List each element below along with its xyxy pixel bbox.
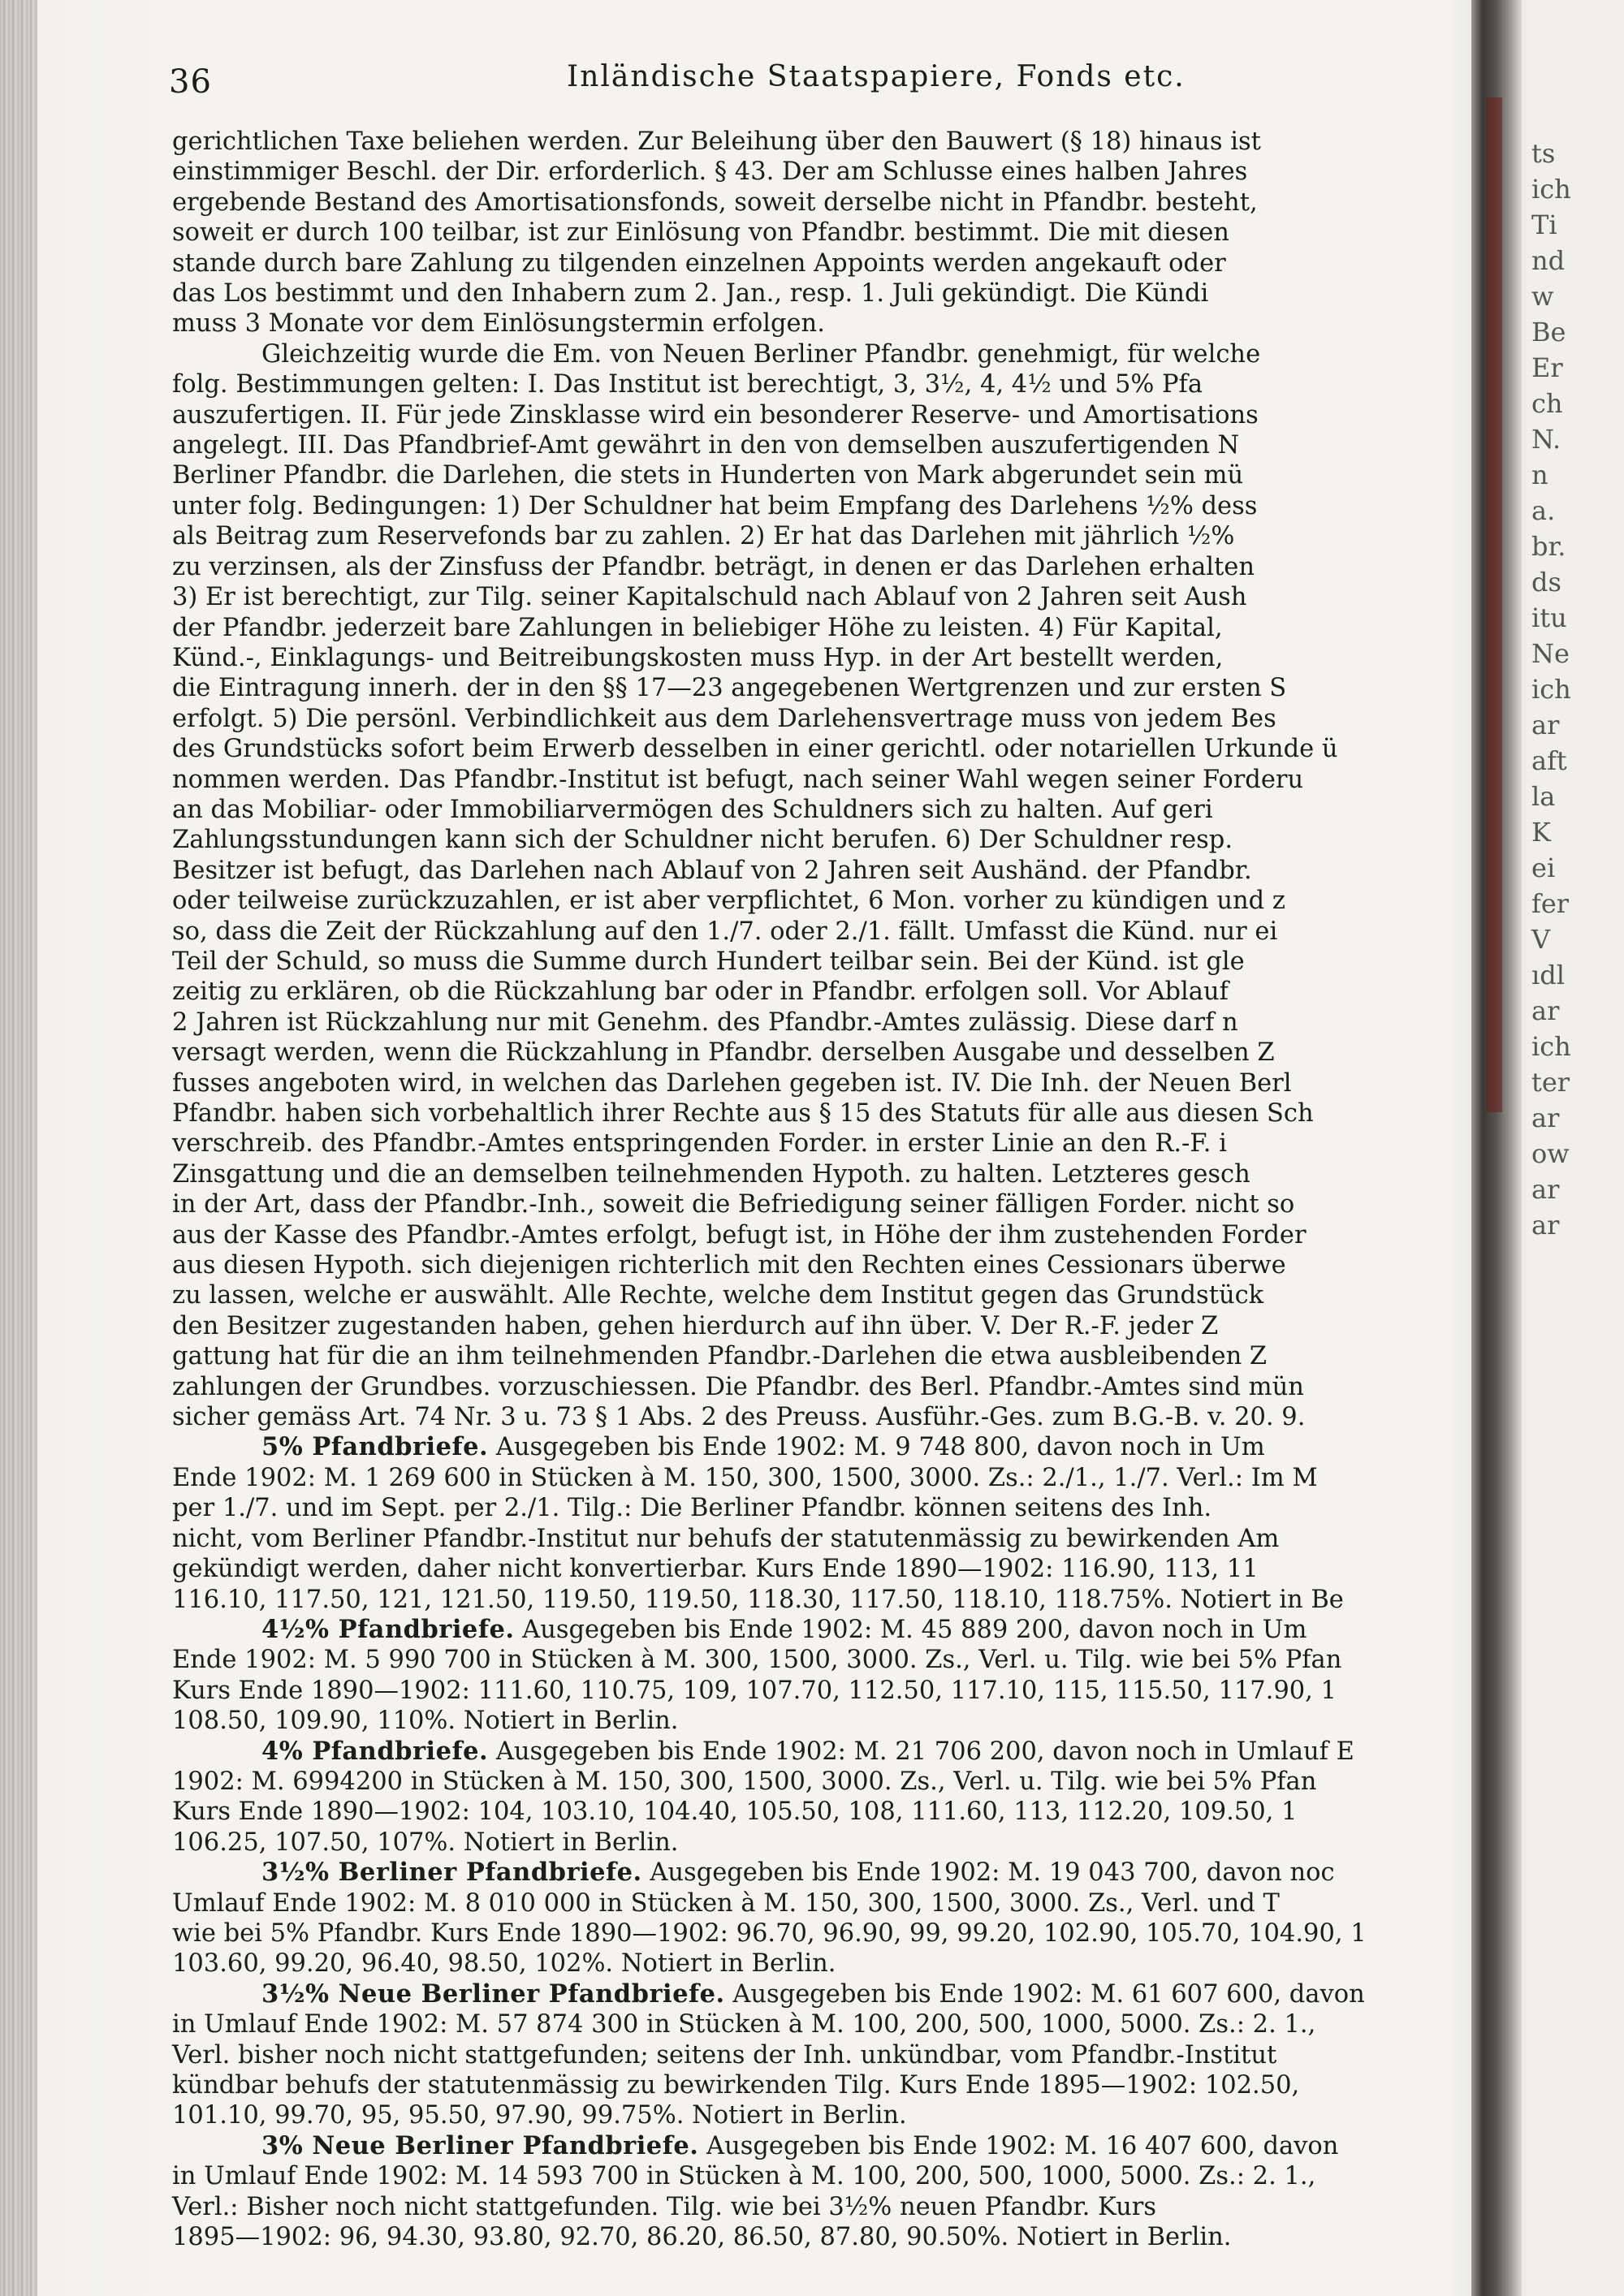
paragraph-p5 <box>172 1737 1465 1858</box>
text-line: unter folg. Bedingungen: 1) Der Schuldner hat beim Empfang des Darlehens ½% dess <box>172 491 1258 520</box>
text-line: sicher gemäss Art. 74 Nr. 3 u. 73 § 1 Abs. 2 des Preuss. Ausführ.-Ges. zum B.G.-B. v. 20. 9. <box>172 1403 1306 1432</box>
text-line: Gleichzeitig wurde die Em. von Neuen Berliner Pfandbr. genehmigt, für welche <box>261 339 1261 369</box>
text-line: Kurs Ende 1890—1902: 104, 103.10, 104.40, 105.50, 108, 111.60, 113, 112.20, 109.50, 1 <box>172 1798 1298 1827</box>
text-line: 108.50, 109.90, 110%. Notiert in Berlin. <box>172 1707 679 1736</box>
facing-page-bleed <box>1527 0 1624 2296</box>
paragraph-p3 <box>172 1432 1465 1614</box>
bleed-fragment: ich <box>1531 674 1571 705</box>
bleed-fragment: ar <box>1531 1174 1560 1205</box>
text-line: oder teilweise zurückzuzahlen, er ist aber verpflichtet, 6 Mon. vorher zu kündigen und z <box>172 887 1285 916</box>
page-header <box>169 60 1476 101</box>
paragraph-p8 <box>172 2131 1465 2253</box>
line-text: Ausgegeben bis Ende 1902: M. 61 607 600, davon <box>724 1979 1365 2009</box>
bleed-fragment: ar <box>1531 995 1560 1026</box>
text-line <box>172 1432 1465 1462</box>
page-edge-shadow <box>1471 0 1522 2296</box>
bleed-fragment: ei <box>1531 852 1556 883</box>
text-line <box>172 1858 1465 1888</box>
bleed-fragment: ds <box>1531 567 1561 598</box>
text-line: verschreib. des Pfandbr.-Amtes entspringenden Forder. in erster Linie an den R.-F. i <box>172 1129 1227 1159</box>
text-line: als Beitrag zum Reservefonds bar zu zahlen. 2) Er hat das Darlehen mit jährlich ½% <box>172 522 1235 551</box>
bleed-fragment: nd <box>1531 245 1566 276</box>
text-line: versagt werden, wenn die Rückzahlung in Pfandbr. derselben Ausgabe und desselben Z <box>172 1038 1275 1068</box>
line-text: Ausgegeben bis Ende 1902: M. 16 407 600, davon <box>698 2131 1339 2160</box>
text-line: Pfandbr. haben sich vorbehaltlich ihrer Rechte aus § 15 des Statuts für alle aus diesen Sch <box>172 1099 1314 1128</box>
text-line: aus der Kasse des Pfandbr.-Amtes erfolgt, befugt ist, in Höhe der ihm zustehenden Forder <box>172 1220 1307 1249</box>
paragraph-p2 <box>172 339 1465 1433</box>
text-line: gattung hat für die an ihm teilnehmenden Pfandbr.-Darlehen die etwa ausbleibenden Z <box>172 1342 1268 1371</box>
text-line: muss 3 Monate vor dem Einlösungstermin erfolgen. <box>172 309 825 339</box>
text-line <box>172 1615 1465 1645</box>
text-line: des Grundstücks sofort beim Erwerb desselben in einer gerichtl. oder notariellen Urkunde ü <box>172 735 1338 764</box>
text-line: den Besitzer zugestanden haben, gehen hierdurch auf ihn über. V. Der R.-F. jeder Z <box>172 1311 1219 1340</box>
text-line: Berliner Pfandbr. die Darlehen, die stets in Hunderten von Mark abgerundet sein mü <box>172 461 1244 490</box>
text-line: folg. Bestimmungen gelten: I. Das Institut ist berechtigt, 3, 3½, 4, 4½ und 5% Pfa <box>172 370 1203 399</box>
bleed-fragment: ow <box>1531 1138 1570 1169</box>
book-gutter <box>0 0 37 2296</box>
text-line: zu verzinsen, als der Zinsfuss der Pfandbr. beträgt, in denen er das Darlehen erhalten <box>172 552 1255 581</box>
text-line: das Los bestimmt und den Inhabern zum 2. Jan., resp. 1. Juli gekündigt. Die Kündi <box>172 279 1209 309</box>
text-line: wie bei 5% Pfandbr. Kurs Ende 1890—1902: 96.70, 96.90, 99, 99.20, 102.90, 105.70, 104.90, 1 <box>172 1918 1367 1948</box>
text-line: Besitzer ist befugt, das Darlehen nach Ablauf von 2 Jahren seit Aushänd. der Pfandbr. <box>172 856 1252 885</box>
bleed-fragment: ich <box>1531 174 1571 205</box>
text-line: ergebende Bestand des Amortisationsfonds, soweit derselbe nicht in Pfandbr. besteht, <box>172 188 1258 217</box>
bleed-fragment: fer <box>1531 888 1570 919</box>
page-number: 36 <box>169 63 212 101</box>
paragraph-p7 <box>172 1979 1465 2131</box>
paragraph-p6 <box>172 1858 1465 1979</box>
text-line: so, dass die Zeit der Rückzahlung auf den 1./7. oder 2./1. fällt. Umfasst die Künd. nur ei <box>172 917 1278 946</box>
bleed-fragment: itu <box>1531 602 1567 633</box>
text-line: in Umlauf Ende 1902: M. 57 874 300 in Stücken à M. 100, 200, 500, 1000, 5000. Zs.: 2. 1., <box>172 2010 1316 2039</box>
line-text: Ausgegeben bis Ende 1902: M. 21 706 200, davon noch in Umlauf E <box>488 1737 1354 1766</box>
text-line: Verl.: Bisher noch nicht stattgefunden. Tilg. wie bei 3½% neuen Pfandbr. Kurs <box>172 2192 1156 2221</box>
bleed-fragment: ar <box>1531 1210 1560 1241</box>
text-line: 101.10, 99.70, 95, 95.50, 97.90, 99.75%. Notiert in Berlin. <box>172 2101 907 2130</box>
bleed-fragment: ar <box>1531 1103 1560 1133</box>
text-line: soweit er durch 100 teilbar, ist zur Einlösung von Pfandbr. bestimmt. Die mit diesen <box>172 218 1229 248</box>
text-line <box>172 2131 1465 2161</box>
text-line: der Pfandbr. jederzeit bare Zahlungen in beliebiger Höhe zu leisten. 4) Für Kapital, <box>172 613 1223 642</box>
section-heading: 3½% Berliner Pfandbriefe. <box>261 1858 642 1888</box>
text-line: Zahlungsstundungen kann sich der Schuldner nicht berufen. 6) Der Schuldner resp. <box>172 826 1233 855</box>
text-line: Kurs Ende 1890—1902: 111.60, 110.75, 109, 107.70, 112.50, 117.10, 115, 115.50, 117.90, 1 <box>172 1676 1337 1705</box>
bleed-fragment: V <box>1531 924 1551 955</box>
text-line: 106.25, 107.50, 107%. Notiert in Berlin. <box>172 1828 679 1857</box>
text-line: kündbar behufs der statutenmässig zu bewirkenden Tilg. Kurs Ende 1895—1902: 102.50, <box>172 2071 1300 2100</box>
line-text: Ausgegeben bis Ende 1902: M. 19 043 700, davon noc <box>641 1858 1335 1888</box>
text-line: 1902: M. 6994200 in Stücken à M. 150, 300, 1500, 3000. Zs., Verl. u. Tilg. wie bei 5% Pfan <box>172 1767 1317 1796</box>
text-line: zeitig zu erklären, ob die Rückzahlung bar oder in Pfandbr. erfolgen soll. Vor Ablauf <box>172 978 1229 1007</box>
bleed-fragment: Ne <box>1531 638 1570 669</box>
bleed-fragment: ar <box>1531 710 1560 740</box>
text-line: stande durch bare Zahlung zu tilgenden einzelnen Appoints werden angekauft oder <box>172 248 1226 278</box>
section-heading: 3½% Neue Berliner Pfandbriefe. <box>261 1979 725 2009</box>
text-line: 103.60, 99.20, 96.40, 98.50, 102%. Notiert in Berlin. <box>172 1949 836 1979</box>
text-line: in Umlauf Ende 1902: M. 14 593 700 in Stücken à M. 100, 200, 500, 1000, 5000. Zs.: 2. 1., <box>172 2162 1316 2191</box>
section-heading: 4½% Pfandbriefe. <box>261 1614 515 1644</box>
text-line: 1895—1902: 96, 94.30, 93.80, 92.70, 86.20, 86.50, 87.80, 90.50%. Notiert in Berlin. <box>172 2223 1232 2252</box>
bleed-fragment: ch <box>1531 388 1563 419</box>
text-line: Teil der Schuld, so muss die Summe durch Hundert teilbar sein. Bei der Künd. ist gle <box>172 947 1245 976</box>
body-text <box>172 127 1465 2252</box>
text-line: an das Mobiliar- oder Immobiliarvermögen des Schuldners sich zu halten. Auf geri <box>172 795 1213 824</box>
paragraph-p4 <box>172 1615 1465 1737</box>
text-line: Ende 1902: M. 5 990 700 in Stücken à M. 300, 1500, 3000. Zs., Verl. u. Tilg. wie bei 5% Pfan <box>172 1646 1342 1675</box>
text-line: 116.10, 117.50, 121, 121.50, 119.50, 119.50, 118.30, 117.50, 118.10, 118.75%. Notiert in Be <box>172 1585 1344 1614</box>
bleed-fragment: br. <box>1531 531 1566 562</box>
bleed-fragment: N. <box>1531 424 1561 455</box>
text-line: in der Art, dass der Pfandbr.-Inh., soweit die Befriedigung seiner fälligen Forder. nicht so <box>172 1190 1295 1219</box>
text-line: Umlauf Ende 1902: M. 8 010 000 in Stücken à M. 150, 300, 1500, 3000. Zs., Verl. und T <box>172 1888 1280 1918</box>
text-line <box>172 1737 1465 1767</box>
text-line: gekündigt werden, daher nicht konvertierbar. Kurs Ende 1890—1902: 116.90, 113, 11 <box>172 1555 1259 1584</box>
text-line: Künd.-, Einklagungs- und Beitreibungskosten muss Hyp. in der Art bestellt werden, <box>172 643 1224 672</box>
text-line: aus diesen Hypoth. sich diejenigen richterlich mit den Rechten eines Cessionars überwe <box>172 1251 1286 1280</box>
line-text: Ausgegeben bis Ende 1902: M. 45 889 200, davon noch in Um <box>514 1615 1307 1644</box>
page-edge-tint <box>1486 97 1502 1112</box>
text-line: Ende 1902: M. 1 269 600 in Stücken à M. 150, 300, 1500, 3000. Zs.: 2./1., 1./7. Verl.: Im M <box>172 1463 1318 1492</box>
text-line: gerichtlichen Taxe beliehen werden. Zur Beleihung über den Bauwert (§ 18) hinaus ist <box>172 127 1261 156</box>
bleed-fragment: w <box>1531 281 1554 312</box>
text-line: zu lassen, welche er auswählt. Alle Rechte, welche dem Institut gegen das Grundstück <box>172 1281 1264 1310</box>
bleed-fragment: aft <box>1531 745 1567 776</box>
text-line: nicht, vom Berliner Pfandbr.-Institut nur behufs der statutenmässig zu bewirkenden Am <box>172 1524 1280 1553</box>
section-heading: 4% Pfandbriefe. <box>261 1736 489 1766</box>
text-line: per 1./7. und im Sept. per 2./1. Tilg.: Die Berliner Pfandbr. können seitens des Inh. <box>172 1494 1212 1523</box>
bleed-fragment: ich <box>1531 1031 1571 1062</box>
bleed-fragment: K <box>1531 817 1551 848</box>
text-line: zahlungen der Grundbes. vorzuschiessen. Die Pfandbr. des Berl. Pfandbr.-Amtes sind mün <box>172 1372 1304 1401</box>
line-text: Ausgegeben bis Ende 1902: M. 9 748 800, davon noch in Um <box>488 1433 1265 1462</box>
bleed-fragment: a. <box>1531 495 1556 526</box>
text-line: Zinsgattung und die an demselben teilnehmenden Hypoth. zu halten. Letzteres gesch <box>172 1159 1250 1189</box>
text-line: auszufertigen. II. Für jede Zinsklasse wird ein besonderer Reserve- und Amortisations <box>172 400 1259 429</box>
text-line: einstimmiger Beschl. der Dir. erforderlich. § 43. Der am Schlusse eines halben Jahres <box>172 158 1248 187</box>
bleed-fragment: Be <box>1531 317 1566 347</box>
text-line <box>172 1979 1465 2009</box>
text-line: die Eintragung innerh. der in den §§ 17—23 angegebenen Wertgrenzen und zur ersten S <box>172 674 1287 703</box>
running-title: Inländische Staatspapiere, Fonds etc. <box>567 60 1186 93</box>
text-line: angelegt. III. Das Pfandbrief-Amt gewährt in den von demselben auszufertigenden N <box>172 431 1240 460</box>
text-line: 3) Er ist berechtigt, zur Tilg. seiner Kapitalschuld nach Ablauf von 2 Jahren seit Aush <box>172 583 1247 612</box>
bleed-fragment: Er <box>1531 352 1563 383</box>
section-heading: 5% Pfandbriefe. <box>261 1432 489 1462</box>
bleed-fragment: ıdl <box>1531 960 1565 990</box>
bleed-fragment: Ti <box>1531 209 1557 240</box>
bleed-fragment: n <box>1531 460 1548 490</box>
paragraph-p1 <box>172 127 1465 339</box>
text-line: Verl. bisher noch nicht stattgefunden; seitens der Inh. unkündbar, vom Pfandbr.-Institut <box>172 2040 1277 2069</box>
bleed-fragment: ter <box>1531 1067 1570 1098</box>
bleed-fragment: la <box>1531 781 1556 812</box>
bleed-fragment: ts <box>1531 138 1556 169</box>
text-line: 2 Jahren ist Rückzahlung nur mit Genehm. des Pfandbr.-Amtes zulässig. Diese darf n <box>172 1008 1238 1037</box>
section-heading: 3% Neue Berliner Pfandbriefe. <box>261 2130 699 2160</box>
text-line: fusses angeboten wird, in welchen das Darlehen gegeben ist. IV. Die Inh. der Neuen Berl <box>172 1068 1292 1098</box>
text-line: nommen werden. Das Pfandbr.-Institut ist befugt, nach seiner Wahl wegen seiner Forderu <box>172 765 1304 794</box>
text-line: erfolgt. 5) Die persönl. Verbindlichkeit aus dem Darlehensvertrage muss von jedem Bes <box>172 704 1276 733</box>
